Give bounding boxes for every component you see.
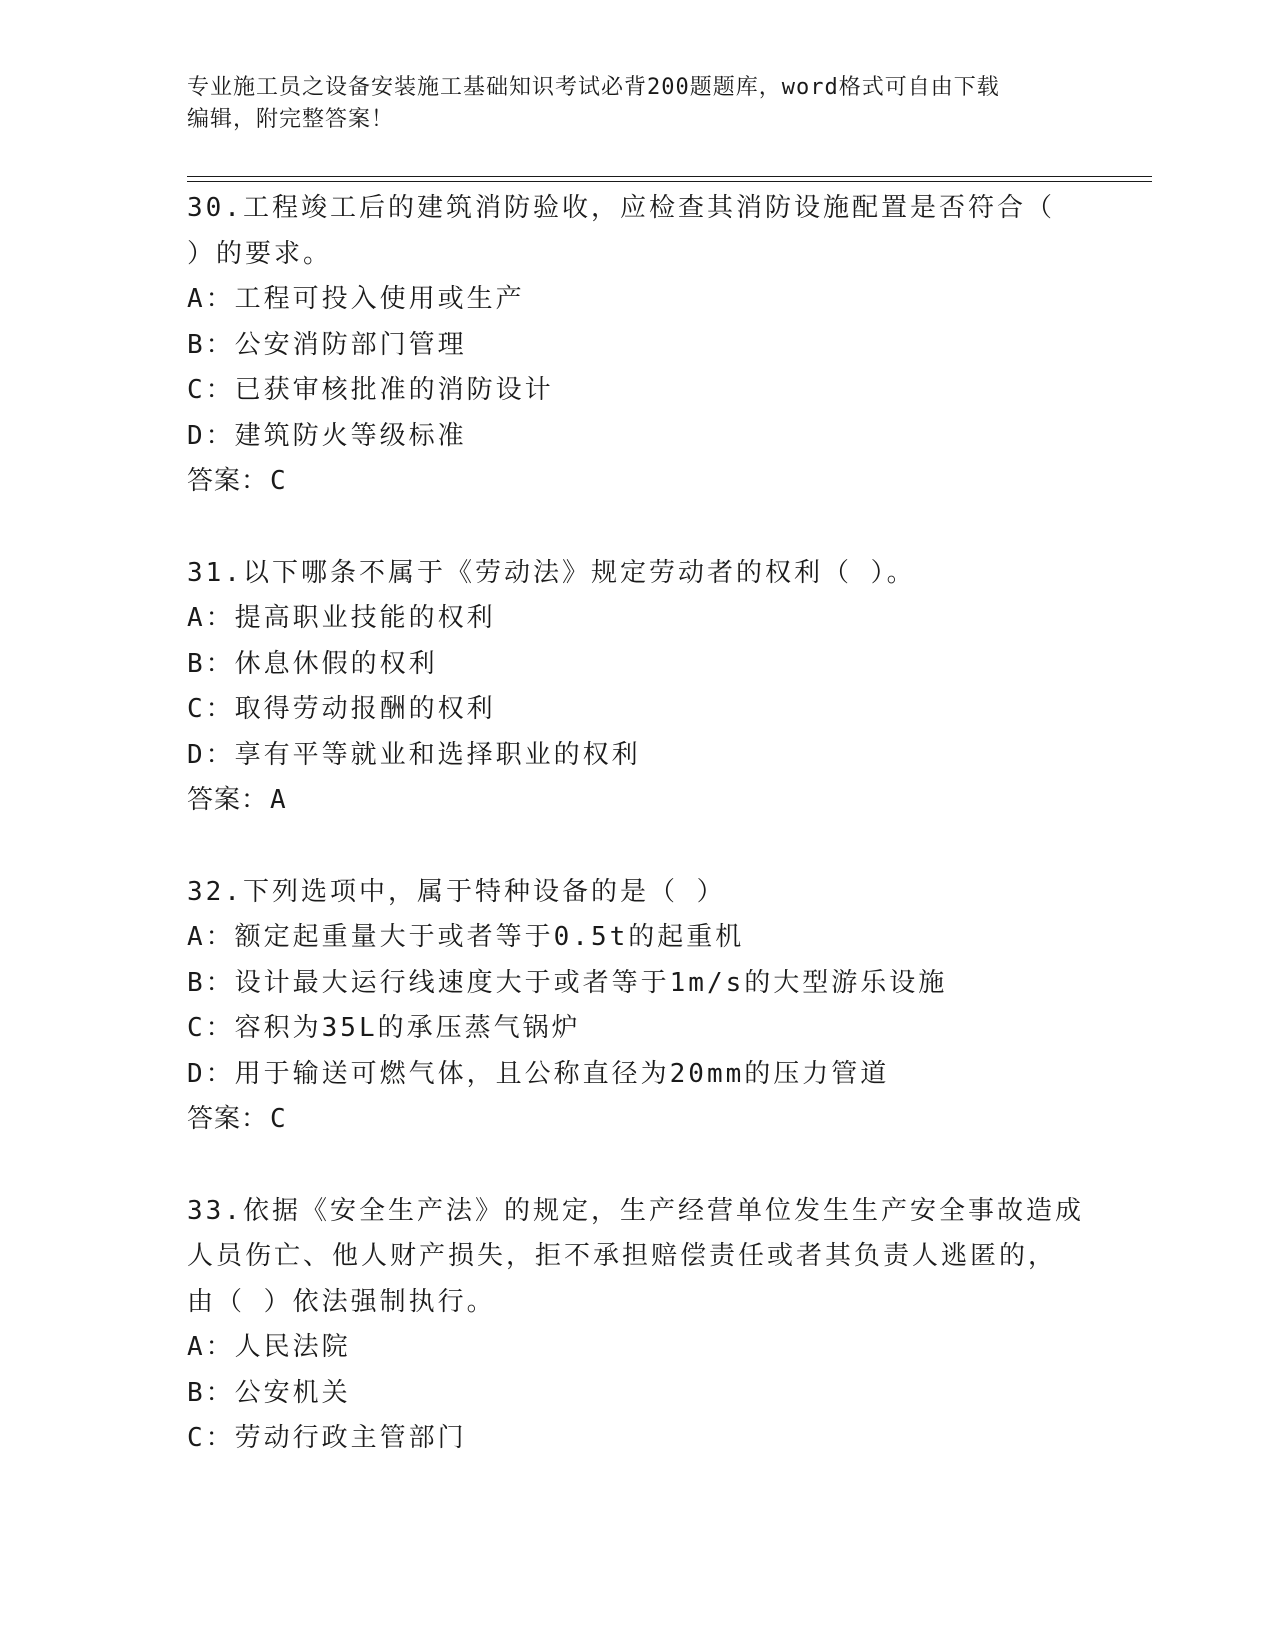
question-list xyxy=(187,186,1087,1508)
question-stem: 由（ ）依法强制执行。 xyxy=(187,1286,496,1317)
option-c: C：已获审核批准的消防设计 xyxy=(187,375,554,405)
question-stem: 33.依据《安全生产法》的规定，生产经营单位发生生产安全事故造成 xyxy=(187,1195,1084,1226)
option-c: C：容积为35L的承压蒸气锅炉 xyxy=(187,1013,581,1043)
question-30 xyxy=(187,186,1087,505)
question-stem: ）的要求。 xyxy=(187,238,333,269)
answer-label: 答案： xyxy=(187,466,269,496)
option-b: B：设计最大运行线速度大于或者等于1m/s的大型游乐设施 xyxy=(187,967,948,998)
question-33 xyxy=(187,1189,1087,1462)
answer-label: 答案： xyxy=(187,1104,269,1134)
option-b: B：公安机关 xyxy=(187,1377,351,1408)
answer-value: C xyxy=(270,466,287,496)
question-stem: 30.工程竣工后的建筑消防验收，应检查其消防设施配置是否符合（ xyxy=(187,193,1055,223)
answer-line xyxy=(187,1097,1087,1143)
option-c: C：劳动行政主管部门 xyxy=(187,1423,467,1453)
question-stem: 31.以下哪条不属于《劳动法》规定劳动者的权利（ ）。 xyxy=(187,557,916,588)
answer-line xyxy=(187,459,1087,505)
option-c: C：取得劳动报酬的权利 xyxy=(187,694,496,724)
answer-value: C xyxy=(270,1104,287,1134)
option-b: B：公安消防部门管理 xyxy=(187,329,467,360)
option-b: B：休息休假的权利 xyxy=(187,648,438,679)
answer-value: A xyxy=(270,785,287,815)
option-a: A：人民法院 xyxy=(187,1332,351,1362)
option-d: D：建筑防火等级标准 xyxy=(187,420,467,451)
question-stem: 人员伤亡、他人财产损失，拒不承担赔偿责任或者其负责人逃匿的， xyxy=(187,1241,1058,1271)
header-line-1: 专业施工员之设备安装施工基础知识考试必背200题题库，word格式可自由下载 xyxy=(187,75,1000,100)
option-a: A：额定起重量大于或者等于0.5t的起重机 xyxy=(187,922,745,952)
option-a: A：提高职业技能的权利 xyxy=(187,603,496,633)
option-a: A：工程可投入使用或生产 xyxy=(187,284,525,314)
question-32 xyxy=(187,870,1087,1143)
answer-label: 答案： xyxy=(187,785,269,815)
option-d: D：用于输送可燃气体，且公称直径为20mm的压力管道 xyxy=(187,1058,890,1089)
question-31 xyxy=(187,551,1087,824)
question-stem: 32.下列选项中，属于特种设备的是（ ） xyxy=(187,876,726,907)
option-d: D：享有平等就业和选择职业的权利 xyxy=(187,739,641,770)
header-line-2: 编辑，附完整答案！ xyxy=(187,107,395,132)
answer-line xyxy=(187,778,1087,824)
header-divider-top xyxy=(187,176,1152,177)
document-header xyxy=(187,72,1067,136)
header-divider-bottom xyxy=(187,181,1152,182)
